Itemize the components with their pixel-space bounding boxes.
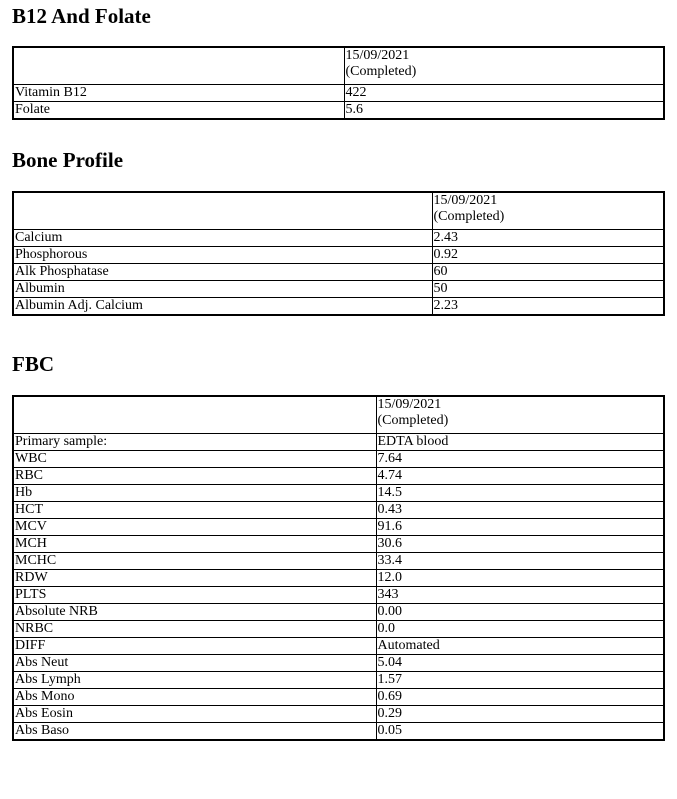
row-value: EDTA blood [376, 434, 664, 451]
row-label: Abs Lymph [13, 672, 376, 689]
row-label: DIFF [13, 638, 376, 655]
table-row [13, 298, 664, 316]
table-row [13, 604, 664, 621]
header-status: (Completed) [377, 413, 449, 428]
table-row [13, 230, 664, 247]
header-date: 15/09/2021 [433, 193, 498, 208]
table-row [13, 689, 664, 706]
table-row [13, 519, 664, 536]
row-value: 30.6 [376, 536, 664, 553]
table-row [13, 621, 664, 638]
row-value: 2.23 [432, 298, 664, 316]
row-value: 2.43 [432, 230, 664, 247]
table-row [13, 247, 664, 264]
table-row [13, 706, 664, 723]
row-label: WBC [13, 451, 376, 468]
section-title: FBC [12, 352, 54, 376]
section-fbc [12, 352, 665, 738]
row-label: MCV [13, 519, 376, 536]
row-value: 0.05 [376, 723, 664, 741]
header-blank-cell [13, 192, 432, 230]
header-date-cell [432, 192, 664, 230]
table-row [13, 85, 664, 102]
row-label: Abs Neut [13, 655, 376, 672]
header-date-cell [344, 47, 664, 85]
table-row [13, 485, 664, 502]
row-label: MCHC [13, 553, 376, 570]
section-b12-folate [12, 4, 665, 117]
table-row [13, 281, 664, 298]
row-label: Primary sample: [13, 434, 376, 451]
row-value: 1.57 [376, 672, 664, 689]
row-label: RDW [13, 570, 376, 587]
row-value: Automated [376, 638, 664, 655]
row-label: HCT [13, 502, 376, 519]
table-row [13, 536, 664, 553]
section-title: B12 And Folate [12, 4, 151, 28]
row-value: 12.0 [376, 570, 664, 587]
header-blank-cell [13, 47, 344, 85]
table-header-row [13, 396, 664, 434]
results-table [12, 191, 665, 316]
header-date: 15/09/2021 [345, 48, 410, 63]
table-row [13, 553, 664, 570]
row-label: Vitamin B12 [13, 85, 344, 102]
row-label: Abs Eosin [13, 706, 376, 723]
table-row [13, 723, 664, 741]
row-value: 4.74 [376, 468, 664, 485]
header-date-cell [376, 396, 664, 434]
row-label: RBC [13, 468, 376, 485]
row-label: Alk Phosphatase [13, 264, 432, 281]
header-status: (Completed) [345, 64, 417, 79]
section-bone-profile [12, 148, 665, 313]
row-value: 0.69 [376, 689, 664, 706]
table-row [13, 655, 664, 672]
row-value: 7.64 [376, 451, 664, 468]
table-row [13, 587, 664, 604]
row-value: 422 [344, 85, 664, 102]
table-row [13, 102, 664, 120]
row-label: Albumin Adj. Calcium [13, 298, 432, 316]
results-table [12, 46, 665, 120]
row-value: 14.5 [376, 485, 664, 502]
row-value: 5.04 [376, 655, 664, 672]
row-label: NRBC [13, 621, 376, 638]
row-value: 50 [432, 281, 664, 298]
row-value: 60 [432, 264, 664, 281]
section-title: Bone Profile [12, 148, 124, 172]
row-label: PLTS [13, 587, 376, 604]
table-row [13, 502, 664, 519]
row-value: 0.29 [376, 706, 664, 723]
header-status: (Completed) [433, 209, 505, 224]
row-label: Calcium [13, 230, 432, 247]
row-value: 91.6 [376, 519, 664, 536]
header-date: 15/09/2021 [377, 397, 442, 412]
row-value: 0.43 [376, 502, 664, 519]
table-row [13, 468, 664, 485]
table-header-row [13, 47, 664, 85]
row-label: Absolute NRB [13, 604, 376, 621]
row-value: 33.4 [376, 553, 664, 570]
table-row [13, 451, 664, 468]
row-label: Abs Mono [13, 689, 376, 706]
table-row [13, 264, 664, 281]
row-value: 343 [376, 587, 664, 604]
table-row [13, 570, 664, 587]
row-value: 0.92 [432, 247, 664, 264]
row-label: Phosphorous [13, 247, 432, 264]
row-label: Hb [13, 485, 376, 502]
row-label: MCH [13, 536, 376, 553]
row-value: 5.6 [344, 102, 664, 120]
table-header-row [13, 192, 664, 230]
row-value: 0.00 [376, 604, 664, 621]
row-value: 0.0 [376, 621, 664, 638]
table-row [13, 672, 664, 689]
header-blank-cell [13, 396, 376, 434]
results-table [12, 395, 665, 741]
table-row [13, 434, 664, 451]
row-label: Abs Baso [13, 723, 376, 741]
row-label: Folate [13, 102, 344, 120]
table-row [13, 638, 664, 655]
row-label: Albumin [13, 281, 432, 298]
